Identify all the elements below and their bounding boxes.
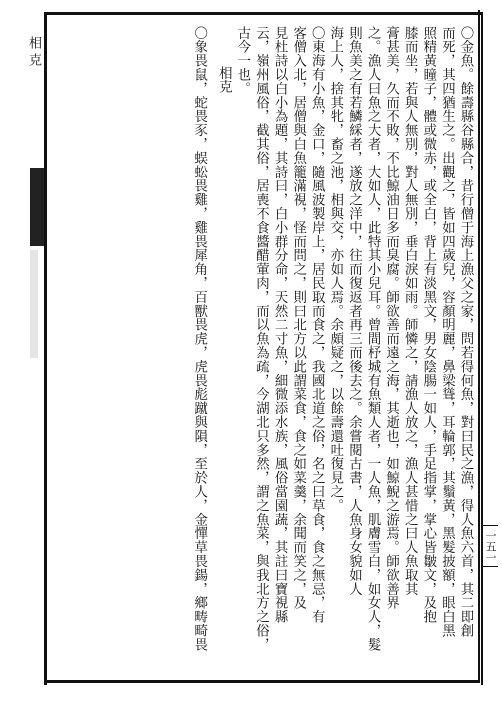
text-column: 云，嶺州風俗，截其俗，居喪不食醬醋葷肉，而以魚為疏，今湖北只多然，謂之魚菜，與我北方之俗， bbox=[253, 26, 269, 652]
text-column: 〇金魚。餘壽縣谷縣合，昔行僧于海上漁父之家，問若得何魚，對曰民之漁，得人魚六首，其二即創 bbox=[458, 26, 473, 638]
text-column: 〇象畏鼠，蛇畏豕，蜈蚣畏雞，雞畏犀角，百獸畏虎，虎畏彪蹴與隕，至於人，金憚草畏鍚，鄉畴畸畏 bbox=[191, 26, 207, 652]
section-heading: 相克 bbox=[216, 66, 232, 94]
text-column: 膝而坐，若與人無別，對人無別，垂白淚如雨。師憐之，請漁人放之，漁人甚惜之曰人魚取其 bbox=[402, 26, 418, 596]
text-column: 客僧入北，居僧與白魚籠滿視，怪而問之，則曰北方以此謂菜食，食之如菜羹，余聞而笑之，及 bbox=[290, 26, 306, 610]
right-rule bbox=[478, 10, 480, 682]
page-number: 一五一 bbox=[482, 525, 498, 567]
spine-dark-block bbox=[30, 168, 44, 246]
text-column: 照精黃瞳子，體或微赤，或全白，背上有淡黑文，男女陰腸一如人，手足指掌，掌心皆皺文，及抱 bbox=[420, 26, 436, 624]
body-text bbox=[56, 26, 474, 666]
text-column: 之。漁人曰魚之大者，大如人，此特其小兒耳。曾間杼城有魚類人者，一人魚，肌膚雪白，如女人，髮 bbox=[365, 26, 381, 652]
text-column: 海上人，捨其牝，畜之池，相與交，亦如人焉。余頗疑之，以餘壽還吐復見之。 bbox=[327, 26, 343, 513]
text-column: 見杜詩以白小為題，其詩曰，白小群分命，天然二寸魚，細微添水族，風俗當園蔬，其註曰寶視縣 bbox=[272, 26, 288, 624]
bottom-rule bbox=[44, 680, 480, 683]
spine-label: 相克 bbox=[26, 36, 41, 70]
text-column: 古今一也。 bbox=[234, 26, 250, 96]
text-column: 則魚美之有若鱗綵者，遂放之洋中，往而復返者再三而後去之。余嘗閱古書，人魚身女貌如人 bbox=[346, 26, 362, 596]
text-column: 膏甚美，久而不敗，不比鯨油日多而臭腐。師欲善而遠之海，其逝也，如鯨鯢之游焉。師欲善界 bbox=[383, 26, 399, 610]
spine-band bbox=[30, 250, 38, 358]
text-column: 〇東海有小魚，金口，隨風波製岸上，居民取而食之，我國北道之俗，名之曰草食，食之無忌，有 bbox=[309, 26, 325, 624]
text-column: 而死，其四猶生之。出觀之，皆如四歲兒，容顏明麗，鼻梁聳，耳輪郭，其鬚黃，黑髮披額，眼白黑 bbox=[439, 26, 455, 638]
